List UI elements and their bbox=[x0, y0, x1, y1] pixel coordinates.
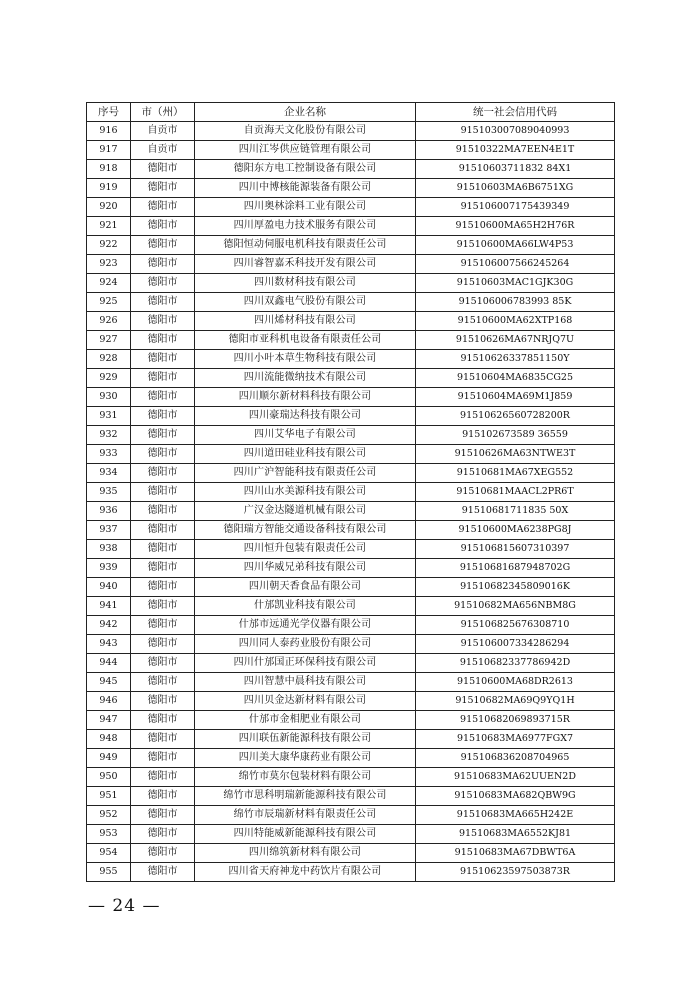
cell-city: 德阳市 bbox=[131, 540, 195, 559]
cell-city: 德阳市 bbox=[131, 217, 195, 236]
cell-serial-number: 946 bbox=[87, 692, 131, 711]
cell-serial-number: 932 bbox=[87, 426, 131, 445]
cell-city: 德阳市 bbox=[131, 293, 195, 312]
table-row bbox=[87, 141, 615, 160]
cell-serial-number: 919 bbox=[87, 179, 131, 198]
table-row bbox=[87, 825, 615, 844]
cell-city: 德阳市 bbox=[131, 255, 195, 274]
cell-company-name: 四川顺尔新材料科技有限公司 bbox=[195, 388, 416, 407]
cell-company-name: 广汉金达隧道机械有限公司 bbox=[195, 502, 416, 521]
cell-serial-number: 933 bbox=[87, 445, 131, 464]
table-row bbox=[87, 236, 615, 255]
table-row bbox=[87, 521, 615, 540]
cell-credit-code: 91510683MA62UUEN2D bbox=[416, 768, 615, 787]
cell-serial-number: 930 bbox=[87, 388, 131, 407]
cell-credit-code: 91510683MA682QBW9G bbox=[416, 787, 615, 806]
cell-serial-number: 925 bbox=[87, 293, 131, 312]
cell-city: 德阳市 bbox=[131, 711, 195, 730]
table-row bbox=[87, 749, 615, 768]
table-row bbox=[87, 616, 615, 635]
cell-company-name: 绵竹市辰瑞新材料有限责任公司 bbox=[195, 806, 416, 825]
cell-city: 德阳市 bbox=[131, 597, 195, 616]
cell-serial-number: 928 bbox=[87, 350, 131, 369]
header-company-name: 企业名称 bbox=[195, 103, 416, 122]
cell-city: 德阳市 bbox=[131, 768, 195, 787]
cell-credit-code: 91510603711832 84X1 bbox=[416, 160, 615, 179]
cell-company-name: 四川联伍新能源科技有限公司 bbox=[195, 730, 416, 749]
cell-city: 德阳市 bbox=[131, 426, 195, 445]
cell-company-name: 四川华威兄弟科技有限公司 bbox=[195, 559, 416, 578]
cell-city: 德阳市 bbox=[131, 445, 195, 464]
cell-company-name: 绵竹市思科明瑞新能源科技有限公司 bbox=[195, 787, 416, 806]
table-row bbox=[87, 122, 615, 141]
table-row bbox=[87, 160, 615, 179]
cell-company-name: 四川艾华电子有限公司 bbox=[195, 426, 416, 445]
cell-city: 德阳市 bbox=[131, 825, 195, 844]
cell-company-name: 自贡海天文化股份有限公司 bbox=[195, 122, 416, 141]
table-row bbox=[87, 502, 615, 521]
table-header-row bbox=[87, 103, 615, 122]
table-row bbox=[87, 483, 615, 502]
cell-serial-number: 926 bbox=[87, 312, 131, 331]
cell-serial-number: 935 bbox=[87, 483, 131, 502]
cell-credit-code: 91510600MA68DR2613 bbox=[416, 673, 615, 692]
cell-company-name: 四川小叶本草生物科技有限公司 bbox=[195, 350, 416, 369]
cell-serial-number: 945 bbox=[87, 673, 131, 692]
cell-credit-code: 91510682MA656NBM8G bbox=[416, 597, 615, 616]
cell-credit-code: 91510626MA63NTWE3T bbox=[416, 445, 615, 464]
cell-company-name: 四川厚盈电力技术服务有限公司 bbox=[195, 217, 416, 236]
cell-company-name: 四川朝天香食品有限公司 bbox=[195, 578, 416, 597]
table-row bbox=[87, 844, 615, 863]
header-serial-number: 序号 bbox=[87, 103, 131, 122]
cell-credit-code: 91510604MA6835CG25 bbox=[416, 369, 615, 388]
cell-serial-number: 944 bbox=[87, 654, 131, 673]
cell-credit-code: 915106815607310397 bbox=[416, 540, 615, 559]
cell-city: 德阳市 bbox=[131, 863, 195, 882]
cell-company-name: 四川数材科技有限公司 bbox=[195, 274, 416, 293]
cell-city: 德阳市 bbox=[131, 350, 195, 369]
cell-city: 德阳市 bbox=[131, 749, 195, 768]
cell-credit-code: 915106007175439349 bbox=[416, 198, 615, 217]
cell-city: 德阳市 bbox=[131, 407, 195, 426]
cell-credit-code: 91510626MA67NRJQ7U bbox=[416, 331, 615, 350]
cell-serial-number: 927 bbox=[87, 331, 131, 350]
cell-serial-number: 924 bbox=[87, 274, 131, 293]
cell-serial-number: 934 bbox=[87, 464, 131, 483]
cell-company-name: 四川奥林涂料工业有限公司 bbox=[195, 198, 416, 217]
cell-serial-number: 920 bbox=[87, 198, 131, 217]
table-row bbox=[87, 711, 615, 730]
cell-city: 德阳市 bbox=[131, 331, 195, 350]
cell-company-name: 四川贝金达新材料有限公司 bbox=[195, 692, 416, 711]
cell-credit-code: 91510682069893715R bbox=[416, 711, 615, 730]
cell-city: 德阳市 bbox=[131, 654, 195, 673]
cell-serial-number: 940 bbox=[87, 578, 131, 597]
cell-credit-code: 91510681MAACL2PR6T bbox=[416, 483, 615, 502]
cell-credit-code: 91510600MA65H2H76R bbox=[416, 217, 615, 236]
table-row bbox=[87, 293, 615, 312]
cell-company-name: 四川豪瑞达科技有限公司 bbox=[195, 407, 416, 426]
cell-company-name: 四川省天府神龙中药饮片有限公司 bbox=[195, 863, 416, 882]
table-row bbox=[87, 806, 615, 825]
cell-credit-code: 91510683MA67DBWT6A bbox=[416, 844, 615, 863]
cell-city: 德阳市 bbox=[131, 388, 195, 407]
cell-serial-number: 947 bbox=[87, 711, 131, 730]
cell-credit-code: 91510600MA62XTP168 bbox=[416, 312, 615, 331]
cell-company-name: 绵竹市莫尔包装材料有限公司 bbox=[195, 768, 416, 787]
table-row bbox=[87, 369, 615, 388]
cell-credit-code: 91510683MA665H242E bbox=[416, 806, 615, 825]
cell-company-name: 四川智慧中晨科技有限公司 bbox=[195, 673, 416, 692]
table-row bbox=[87, 787, 615, 806]
cell-company-name: 四川道田硅业科技有限公司 bbox=[195, 445, 416, 464]
cell-city: 德阳市 bbox=[131, 730, 195, 749]
cell-city: 德阳市 bbox=[131, 464, 195, 483]
table-row bbox=[87, 312, 615, 331]
cell-credit-code: 91510682337786942D bbox=[416, 654, 615, 673]
table-row bbox=[87, 407, 615, 426]
cell-serial-number: 953 bbox=[87, 825, 131, 844]
cell-serial-number: 952 bbox=[87, 806, 131, 825]
table-row bbox=[87, 863, 615, 882]
cell-serial-number: 918 bbox=[87, 160, 131, 179]
cell-serial-number: 921 bbox=[87, 217, 131, 236]
cell-credit-code: 91510626560728200R bbox=[416, 407, 615, 426]
cell-city: 德阳市 bbox=[131, 502, 195, 521]
table-row bbox=[87, 768, 615, 787]
cell-company-name: 德阳恒动伺服电机科技有限责任公司 bbox=[195, 236, 416, 255]
cell-city: 德阳市 bbox=[131, 578, 195, 597]
cell-city: 德阳市 bbox=[131, 616, 195, 635]
cell-credit-code: 91510322MA7EEN4E1T bbox=[416, 141, 615, 160]
cell-serial-number: 938 bbox=[87, 540, 131, 559]
cell-company-name: 四川双鑫电气股份有限公司 bbox=[195, 293, 416, 312]
cell-serial-number: 939 bbox=[87, 559, 131, 578]
cell-credit-code: 91510600MA6238PG8J bbox=[416, 521, 615, 540]
cell-company-name: 什邡市远通光学仪器有限公司 bbox=[195, 616, 416, 635]
cell-serial-number: 954 bbox=[87, 844, 131, 863]
cell-company-name: 四川同人泰药业股份有限公司 bbox=[195, 635, 416, 654]
cell-serial-number: 929 bbox=[87, 369, 131, 388]
cell-credit-code: 915106006783993 85K bbox=[416, 293, 615, 312]
table-row bbox=[87, 673, 615, 692]
cell-city: 德阳市 bbox=[131, 160, 195, 179]
table-row bbox=[87, 578, 615, 597]
cell-serial-number: 950 bbox=[87, 768, 131, 787]
cell-city: 德阳市 bbox=[131, 559, 195, 578]
table-row bbox=[87, 464, 615, 483]
cell-serial-number: 916 bbox=[87, 122, 131, 141]
table-row bbox=[87, 179, 615, 198]
cell-serial-number: 951 bbox=[87, 787, 131, 806]
cell-credit-code: 915103007089040993 bbox=[416, 122, 615, 141]
cell-serial-number: 936 bbox=[87, 502, 131, 521]
table-row bbox=[87, 331, 615, 350]
cell-city: 德阳市 bbox=[131, 844, 195, 863]
cell-credit-code: 915106007334286294 bbox=[416, 635, 615, 654]
cell-credit-code: 91510600MA66LW4P53 bbox=[416, 236, 615, 255]
cell-city: 德阳市 bbox=[131, 236, 195, 255]
cell-serial-number: 948 bbox=[87, 730, 131, 749]
cell-serial-number: 931 bbox=[87, 407, 131, 426]
cell-company-name: 什邡市金相肥业有限公司 bbox=[195, 711, 416, 730]
cell-city: 自贡市 bbox=[131, 122, 195, 141]
cell-city: 德阳市 bbox=[131, 369, 195, 388]
cell-serial-number: 949 bbox=[87, 749, 131, 768]
header-credit-code: 统一社会信用代码 bbox=[416, 103, 615, 122]
cell-credit-code: 91510604MA69M1J859 bbox=[416, 388, 615, 407]
cell-serial-number: 943 bbox=[87, 635, 131, 654]
cell-city: 德阳市 bbox=[131, 692, 195, 711]
cell-city: 德阳市 bbox=[131, 179, 195, 198]
cell-city: 自贡市 bbox=[131, 141, 195, 160]
cell-serial-number: 917 bbox=[87, 141, 131, 160]
cell-serial-number: 955 bbox=[87, 863, 131, 882]
table-row bbox=[87, 445, 615, 464]
cell-serial-number: 941 bbox=[87, 597, 131, 616]
cell-company-name: 四川烯材科技有限公司 bbox=[195, 312, 416, 331]
cell-credit-code: 915106836208704965 bbox=[416, 749, 615, 768]
table-row bbox=[87, 559, 615, 578]
table-row bbox=[87, 198, 615, 217]
cell-company-name: 四川广沪智能科技有限责任公司 bbox=[195, 464, 416, 483]
cell-credit-code: 91510682345809016K bbox=[416, 578, 615, 597]
cell-company-name: 四川江岑供应链管理有限公司 bbox=[195, 141, 416, 160]
cell-city: 德阳市 bbox=[131, 274, 195, 293]
table-row bbox=[87, 692, 615, 711]
table-row bbox=[87, 654, 615, 673]
cell-credit-code: 915102673589 36559 bbox=[416, 426, 615, 445]
table-row bbox=[87, 540, 615, 559]
cell-city: 德阳市 bbox=[131, 673, 195, 692]
cell-credit-code: 91510681MA67XEG552 bbox=[416, 464, 615, 483]
cell-city: 德阳市 bbox=[131, 806, 195, 825]
cell-credit-code: 91510682MA69Q9YQ1H bbox=[416, 692, 615, 711]
cell-company-name: 德阳东方电工控制设备有限公司 bbox=[195, 160, 416, 179]
cell-credit-code: 915106825676308710 bbox=[416, 616, 615, 635]
table-row bbox=[87, 730, 615, 749]
cell-serial-number: 942 bbox=[87, 616, 131, 635]
cell-company-name: 四川流能微纳技术有限公司 bbox=[195, 369, 416, 388]
cell-company-name: 德阳瑞方智能交通设备科技有限公司 bbox=[195, 521, 416, 540]
cell-credit-code: 91510603MA6B6751XG bbox=[416, 179, 615, 198]
header-city: 市（州） bbox=[131, 103, 195, 122]
cell-company-name: 四川恒升包装有限责任公司 bbox=[195, 540, 416, 559]
table-row bbox=[87, 426, 615, 445]
table-body bbox=[87, 122, 615, 882]
table-row bbox=[87, 255, 615, 274]
page-number: — 24 — bbox=[88, 896, 161, 916]
cell-company-name: 德阳市亚科机电设备有限责任公司 bbox=[195, 331, 416, 350]
cell-credit-code: 91510603MAC1GJK30G bbox=[416, 274, 615, 293]
cell-city: 德阳市 bbox=[131, 635, 195, 654]
cell-credit-code: 91510683MA6552KJ81 bbox=[416, 825, 615, 844]
cell-credit-code: 91510623597503873R bbox=[416, 863, 615, 882]
cell-credit-code: 915106007566245264 bbox=[416, 255, 615, 274]
cell-company-name: 四川山水美源科技有限公司 bbox=[195, 483, 416, 502]
table-row bbox=[87, 597, 615, 616]
cell-company-name: 四川睿智嘉禾科技开发有限公司 bbox=[195, 255, 416, 274]
cell-company-name: 四川特能威新能源科技有限公司 bbox=[195, 825, 416, 844]
cell-company-name: 四川什邡国正环保科技有限公司 bbox=[195, 654, 416, 673]
cell-credit-code: 91510683MA6977FGX7 bbox=[416, 730, 615, 749]
cell-credit-code: 91510681711835 50X bbox=[416, 502, 615, 521]
cell-company-name: 四川中博核能源装备有限公司 bbox=[195, 179, 416, 198]
enterprise-table bbox=[86, 102, 615, 882]
cell-serial-number: 922 bbox=[87, 236, 131, 255]
cell-city: 德阳市 bbox=[131, 483, 195, 502]
table-row bbox=[87, 635, 615, 654]
cell-credit-code: 91510681687948702G bbox=[416, 559, 615, 578]
table-row bbox=[87, 388, 615, 407]
cell-city: 德阳市 bbox=[131, 521, 195, 540]
cell-company-name: 什邡凯业科技有限公司 bbox=[195, 597, 416, 616]
table-row bbox=[87, 217, 615, 236]
cell-serial-number: 923 bbox=[87, 255, 131, 274]
table-row bbox=[87, 350, 615, 369]
table-row bbox=[87, 274, 615, 293]
cell-city: 德阳市 bbox=[131, 787, 195, 806]
cell-credit-code: 91510626337851150Y bbox=[416, 350, 615, 369]
cell-city: 德阳市 bbox=[131, 198, 195, 217]
cell-serial-number: 937 bbox=[87, 521, 131, 540]
cell-company-name: 四川美大康华康药业有限公司 bbox=[195, 749, 416, 768]
cell-company-name: 四川绵筑新材料有限公司 bbox=[195, 844, 416, 863]
cell-city: 德阳市 bbox=[131, 312, 195, 331]
